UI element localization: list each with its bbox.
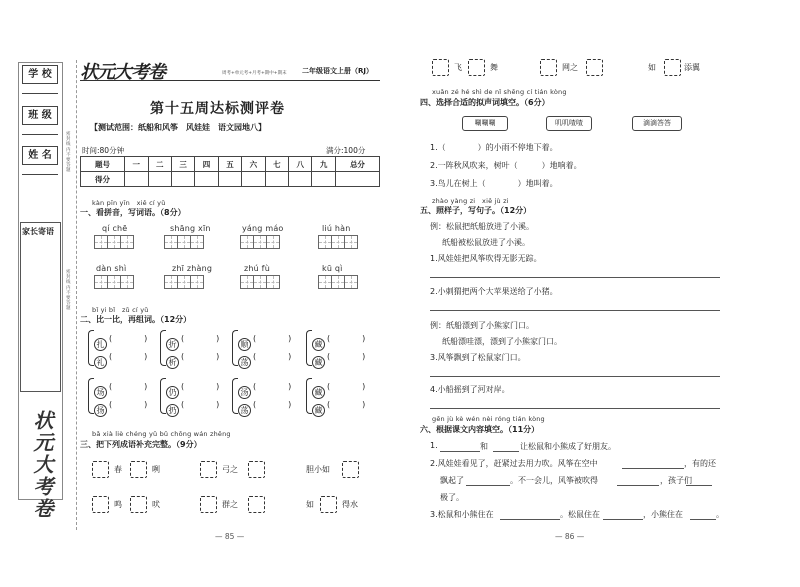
q2-answer[interactable]: ( ): [253, 334, 292, 343]
q4-pinyin: xuǎn zé hé shì de nǐ shēng cí tián kòng: [432, 88, 567, 96]
q6-text: 1.: [430, 441, 438, 450]
score-input[interactable]: [171, 172, 194, 187]
idiom-blank[interactable]: [468, 57, 485, 76]
q5-pinyin: zhào yàng zi xiě jù zi: [432, 197, 509, 205]
q2-char: 仍: [166, 380, 179, 399]
idiom-char: 胆小如: [306, 465, 330, 474]
score-cell: 八: [289, 157, 312, 172]
idiom-char: 得水: [342, 500, 358, 509]
seal-note-bottom: 密封线内不要答题: [66, 270, 71, 312]
q4-line[interactable]: 3.鸟儿在树上（ ）地叫着。: [430, 179, 558, 188]
q1-title: 一、看拼音，写词语。（8分）: [80, 208, 186, 217]
score-cell: 九: [312, 157, 335, 172]
q2-char: 扬: [94, 398, 107, 417]
idiom-char: 飞: [454, 63, 462, 72]
grade-label: 二年级语文上册（RJ）: [302, 67, 373, 75]
q1-write-cell[interactable]: [318, 274, 357, 293]
score-input[interactable]: [125, 172, 148, 187]
q6-text: 飘起了: [440, 476, 464, 485]
q2-answer[interactable]: ( ): [109, 400, 148, 409]
test-scope: 【测试范围：纸船和风筝 风娃娃 语文园地八】: [90, 122, 266, 132]
q6-text: 和: [480, 442, 488, 451]
brand-vertical: 状元大考卷: [30, 410, 54, 520]
idiom-blank[interactable]: [130, 494, 147, 513]
q1-write-cell[interactable]: [240, 274, 279, 293]
q6-text: 。不一会儿，风筝被吹得: [510, 476, 598, 485]
seal-note-top: 密封线内不要答题: [66, 132, 71, 174]
q2-char: 扔: [166, 398, 179, 417]
q5-sentence: 2.小刺猬把两个大苹果送给了小猪。: [430, 287, 558, 296]
idiom-char: 鸣: [114, 500, 122, 509]
score-cell: 总分: [335, 157, 379, 172]
q2-answer[interactable]: ( ): [181, 352, 220, 361]
q1-pinyin-item: zhī zhàng: [172, 264, 213, 273]
fill-blank[interactable]: [440, 451, 480, 452]
score-cell: 七: [265, 157, 288, 172]
idiom-char: 咧: [152, 465, 160, 474]
score-table-header-row: [81, 157, 380, 172]
parent-label: 家长寄语: [22, 227, 54, 236]
idiom-blank[interactable]: [200, 494, 217, 513]
score-cell: 一: [125, 157, 148, 172]
score-input[interactable]: [195, 172, 218, 187]
idiom-blank[interactable]: [540, 57, 557, 76]
q2-char: 藏: [312, 350, 325, 369]
brand-logo: 状元大考卷: [80, 62, 165, 83]
q2-answer[interactable]: ( ): [181, 382, 220, 391]
q1-write-cell[interactable]: [318, 234, 357, 253]
q1-write-cell[interactable]: [94, 274, 133, 293]
fill-blank[interactable]: [466, 485, 510, 486]
score-input[interactable]: [289, 172, 312, 187]
q1-pinyin-item: shāng xīn: [170, 224, 211, 233]
idiom-blank[interactable]: [200, 459, 217, 478]
q2-answer[interactable]: ( ): [327, 352, 366, 361]
q5-example: 纸船漂哇漂，漂到了小熊家门口。: [442, 337, 562, 346]
q2-title: 二、比一比，再组词。（12分）: [80, 315, 192, 324]
score-table-score-row: [81, 172, 380, 187]
answer-line[interactable]: [430, 408, 720, 409]
score-input[interactable]: [265, 172, 288, 187]
idiom-blank[interactable]: [342, 459, 359, 478]
q1-pinyin-item: yáng máo: [242, 224, 284, 233]
q5-sentence: 4.小船摇到了河对岸。: [430, 385, 510, 394]
q2-answer[interactable]: ( ): [327, 334, 366, 343]
left-page-number: — 85 —: [215, 532, 245, 541]
idiom-char: 春: [114, 465, 122, 474]
q6-text: ，小熊住在: [643, 510, 683, 519]
q2-char: 折: [166, 332, 179, 351]
q5-sentence: 1.风娃娃把风筝吹得无影无踪。: [430, 254, 542, 263]
idiom-blank[interactable]: [130, 459, 147, 478]
q2-answer[interactable]: ( ): [109, 334, 148, 343]
score-cell: 四: [195, 157, 218, 172]
q1-write-cell[interactable]: [164, 274, 203, 293]
right-page-number: — 86 —: [555, 532, 585, 541]
score-cell: 题号: [81, 157, 125, 172]
score-input[interactable]: [312, 172, 335, 187]
idiom-char: 舞: [490, 63, 498, 72]
q2-char: 礼: [94, 350, 107, 369]
q5-title: 五、照样子，写句子。（12分）: [420, 206, 532, 215]
q3-pinyin: bǎ xià liè chéng yǔ bǔ chōng wán zhěng: [92, 430, 231, 438]
school-label: 学 校: [22, 65, 58, 84]
score-cell: 三: [171, 157, 194, 172]
q5-example: 例：纸船漂到了小熊家门口。: [430, 321, 534, 330]
q5-sentence: 3.风筝飘到了松鼠家门口。: [430, 353, 526, 362]
onomatopoeia-option[interactable]: 唰唰唰: [462, 116, 508, 131]
q2-char: 析: [166, 350, 179, 369]
q6-text: 让松鼠和小熊成了好朋友。: [520, 442, 616, 451]
score-input[interactable]: [218, 172, 241, 187]
idiom-blank[interactable]: [92, 459, 109, 478]
idiom-char: 吠: [152, 500, 160, 509]
fill-blank[interactable]: [500, 519, 560, 520]
q2-char: 扎: [94, 332, 107, 351]
q2-char: 荡: [238, 350, 251, 369]
q5-example: 例：松鼠把纸船放进了小溪。: [430, 222, 534, 231]
score-input[interactable]: [242, 172, 265, 187]
score-cell: 二: [148, 157, 171, 172]
q6-text: 。: [716, 510, 724, 519]
idiom-char: 群之: [222, 500, 238, 509]
idiom-blank[interactable]: [432, 57, 449, 76]
q2-pinyin: bǐ yi bǐ zǔ cí yǔ: [92, 306, 149, 314]
q4-line[interactable]: 2.一阵秋风吹来，树叶（ ）地响着。: [430, 161, 582, 170]
onomatopoeia-option[interactable]: 叽叽喳喳: [546, 116, 592, 131]
q6-text: ，孩子们: [660, 476, 692, 485]
idiom-blank[interactable]: [248, 459, 265, 478]
class-label: 班 级: [22, 106, 58, 125]
q6-text: ，有的还: [684, 459, 716, 468]
q2-answer[interactable]: ( ): [181, 334, 220, 343]
q2-char: 场: [94, 380, 107, 399]
idiom-blank[interactable]: [248, 494, 265, 513]
answer-line[interactable]: [430, 376, 720, 377]
q1-pinyin-item: liú hàn: [322, 224, 351, 233]
parent-box[interactable]: [20, 222, 61, 392]
fill-blank[interactable]: [686, 485, 712, 486]
idiom-char: 添翼: [684, 63, 700, 72]
q3-title: 三、把下列成语补充完整。（9分）: [80, 440, 202, 449]
answer-line[interactable]: [430, 277, 720, 278]
name-label: 姓 名: [22, 146, 58, 165]
idiom-blank[interactable]: [92, 494, 109, 513]
seal-dash-line: [76, 60, 77, 530]
q2-answer[interactable]: ( ): [109, 382, 148, 391]
q2-char: 汤: [238, 380, 251, 399]
q6-title: 六、根据课文内容填空。（11分）: [420, 425, 540, 434]
school-field[interactable]: [22, 93, 58, 94]
q2-answer[interactable]: ( ): [253, 382, 292, 391]
q2-char: 藏: [312, 380, 325, 399]
onomatopoeia-option[interactable]: 滴滴答答: [632, 116, 682, 131]
page-title: 第十五周达标测评卷: [150, 101, 285, 117]
score-input[interactable]: [335, 172, 379, 187]
q1-pinyin-item: kū qì: [322, 264, 343, 273]
q6-text: 极了。: [440, 493, 464, 502]
q6-text: 3.松鼠和小熊住在: [430, 510, 494, 519]
idiom-char: 如: [306, 500, 314, 509]
fill-blank[interactable]: [603, 519, 643, 520]
fill-blank[interactable]: [622, 468, 684, 469]
q2-answer[interactable]: ( ): [109, 352, 148, 361]
score-row-label: 得分: [81, 172, 125, 187]
q2-char: 荡: [238, 398, 251, 417]
q6-pinyin: gēn jù kè wén nèi róng tián kòng: [432, 415, 545, 423]
score-input[interactable]: [148, 172, 171, 187]
fill-blank[interactable]: [690, 519, 716, 520]
q2-answer[interactable]: ( ): [181, 400, 220, 409]
answer-line[interactable]: [430, 310, 720, 311]
q1-write-cell[interactable]: [240, 234, 279, 253]
q2-char: 顺: [238, 332, 251, 351]
q2-answer[interactable]: ( ): [327, 400, 366, 409]
q1-pinyin-item: dàn shì: [96, 264, 127, 273]
q2-answer[interactable]: ( ): [253, 400, 292, 409]
fill-blank[interactable]: [493, 451, 519, 452]
class-field[interactable]: [22, 134, 58, 135]
q1-pinyin: kàn pīn yīn xiě cí yǔ: [92, 199, 166, 207]
q2-char: 藏: [312, 332, 325, 351]
q1-write-cell[interactable]: [164, 234, 203, 253]
q5-example: 纸船被松鼠放进了小溪。: [442, 238, 530, 247]
q4-line[interactable]: 1.（ ）的小雨不停地下着。: [430, 143, 558, 152]
q2-answer[interactable]: ( ): [253, 352, 292, 361]
q2-char: 藏: [312, 398, 325, 417]
idiom-char: 弓之: [222, 465, 238, 474]
brand-subtitle: 周考+单元考+月考+期中+期末: [222, 71, 287, 76]
idiom-blank[interactable]: [320, 494, 337, 513]
idiom-blank[interactable]: [664, 57, 681, 76]
q6-text: 2.风娃娃看见了，赶紧过去用力吹。风筝在空中: [430, 459, 598, 468]
q1-pinyin-item: zhú fù: [244, 264, 270, 273]
q1-pinyin-item: qí chē: [102, 224, 128, 233]
idiom-char: 网之: [562, 63, 578, 72]
idiom-blank[interactable]: [586, 57, 603, 76]
name-field[interactable]: [22, 174, 58, 175]
header-rule: [80, 80, 380, 81]
time-label: 时间:80分钟: [82, 146, 125, 155]
q6-text: 。松鼠住在: [560, 510, 600, 519]
q4-title: 四、选择合适的拟声词填空。（6分）: [420, 98, 550, 107]
q1-write-cell[interactable]: [94, 234, 133, 253]
full-score-label: 满分:100分: [326, 146, 366, 155]
score-cell: 六: [242, 157, 265, 172]
idiom-char: 如: [648, 63, 656, 72]
score-table: [80, 156, 380, 187]
score-cell: 五: [218, 157, 241, 172]
q2-answer[interactable]: ( ): [327, 382, 366, 391]
fill-blank[interactable]: [617, 485, 659, 486]
